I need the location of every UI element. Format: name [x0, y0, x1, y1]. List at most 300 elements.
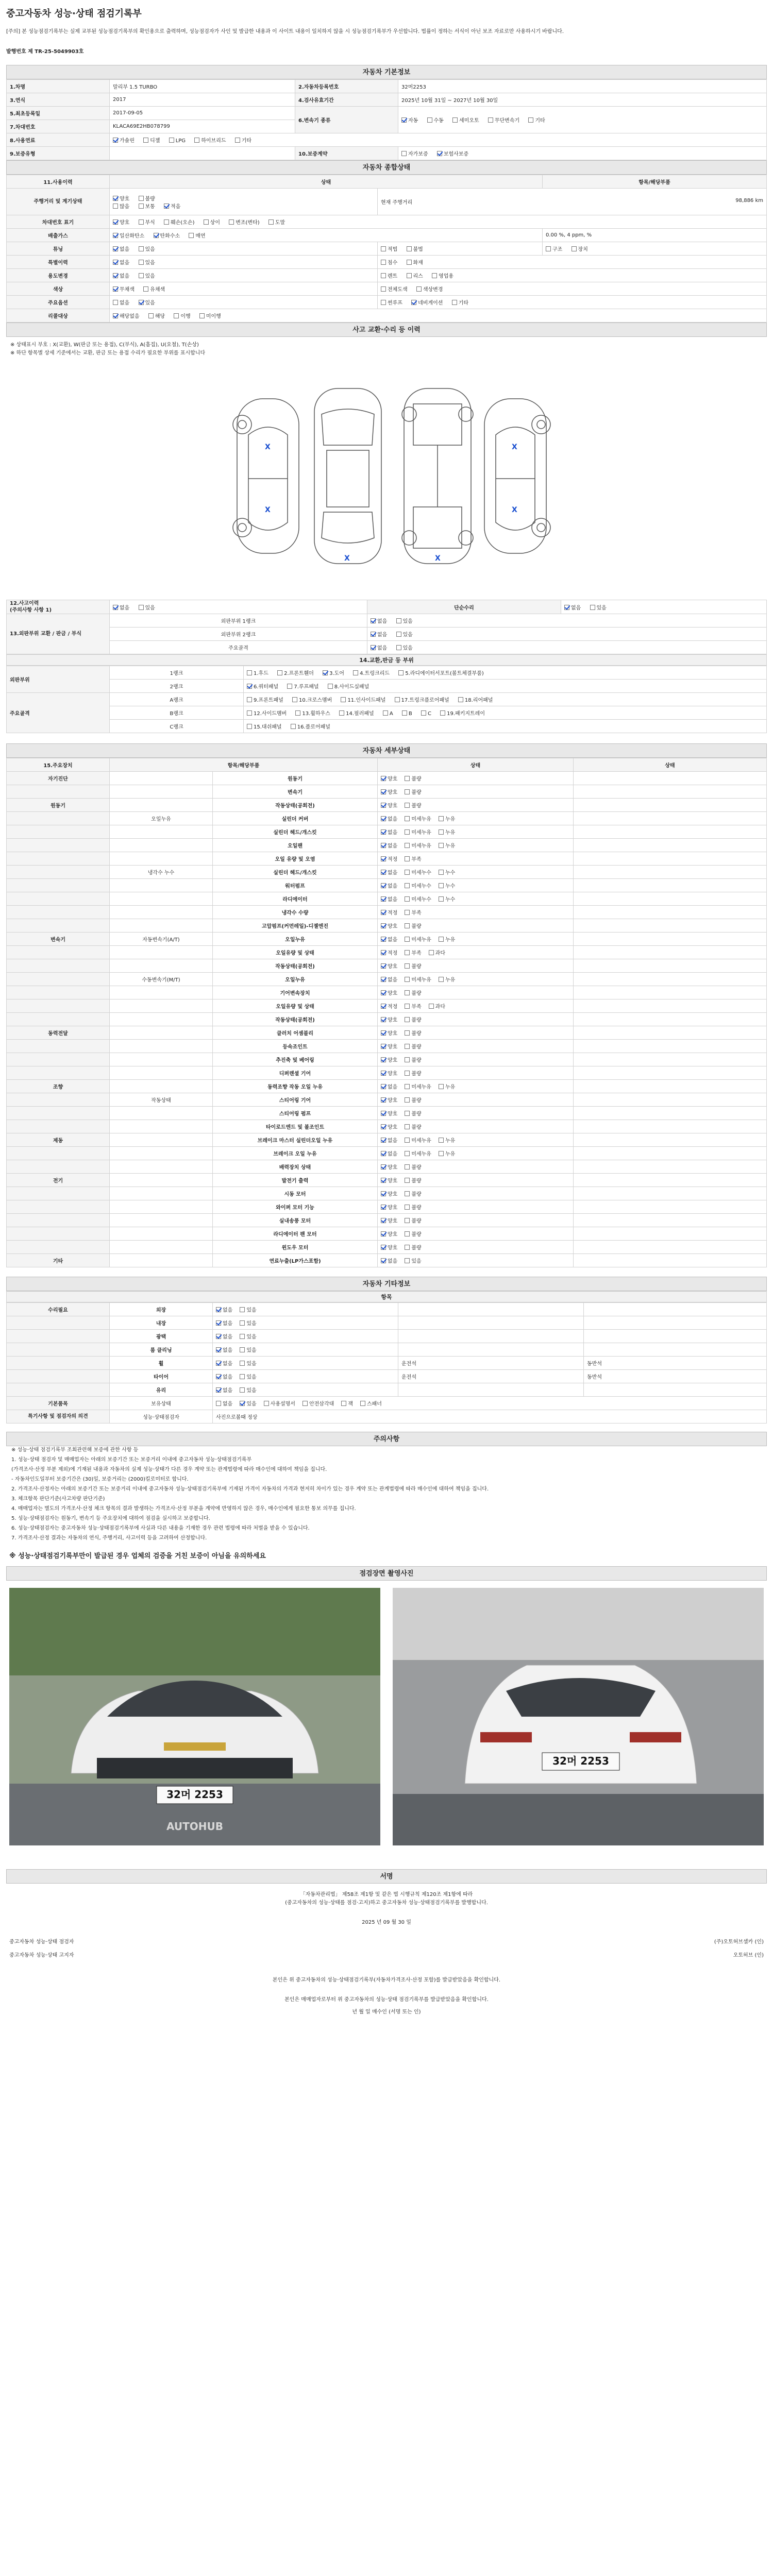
- detail-group: 원동기: [7, 799, 110, 812]
- detail-row: [7, 1160, 767, 1174]
- outer-part-label: 외판부위: [7, 666, 110, 693]
- checkbox-icon: [452, 300, 457, 305]
- note-item: 1. 성능·상태 점검자 및 매매업자는 아래의 보증기간 또는 보증거리 이내에 중고자동차 성능·상태점검기록부: [11, 1457, 252, 1463]
- detail-subgroup: [110, 879, 213, 892]
- checkbox-option: 없음: [381, 935, 397, 943]
- checkbox-icon: [240, 1387, 245, 1393]
- checkbox-icon: [396, 618, 401, 623]
- other-item: 외장: [110, 1303, 213, 1316]
- other-item: 휠: [110, 1357, 213, 1370]
- detail-row: [7, 1066, 767, 1080]
- checkbox-icon: [381, 1057, 386, 1062]
- detail-group: [7, 1040, 110, 1053]
- report-page: [6, 3, 767, 2016]
- detail-subgroup: [110, 1227, 213, 1241]
- checkbox-option: 없음: [216, 1319, 232, 1327]
- checkbox-option: 부족: [405, 908, 421, 916]
- detail-item: 시동 모터: [213, 1187, 378, 1200]
- checkbox-option: 디젤: [143, 136, 160, 144]
- checkbox-icon: [381, 1044, 386, 1049]
- checkbox-icon: [240, 1334, 245, 1339]
- checkbox-icon: [405, 829, 410, 835]
- note-item: 7. 가격조사·산정 결과는 자동차의 연식, 주행거리, 사고이력 등을 고려하여 산정합니다.: [11, 1535, 207, 1541]
- detail-item: 작동상태(공회전): [213, 959, 378, 973]
- detail-header: 상태: [378, 758, 574, 772]
- detail-row: [7, 1040, 767, 1053]
- detail-status: [378, 959, 574, 973]
- detail-item: 작동상태(공회전): [213, 799, 378, 812]
- checkbox-icon: [381, 1097, 386, 1103]
- detail-status: [378, 946, 574, 959]
- checkbox-icon: [381, 1124, 386, 1129]
- checkbox-option: 하이브리드: [194, 136, 226, 144]
- other-extra: [584, 1316, 767, 1330]
- checkbox-icon: [148, 313, 154, 318]
- detail-status: [378, 1040, 574, 1053]
- detail-item: 등속조인트: [213, 1040, 378, 1053]
- detail-group: [7, 1093, 110, 1107]
- detail-subgroup: [110, 1214, 213, 1227]
- detail-subgroup: [110, 1133, 213, 1147]
- detail-group: [7, 1120, 110, 1133]
- basic-items-options: [213, 1397, 767, 1410]
- detail-status: [378, 1254, 574, 1267]
- warranty-contract-label: 10.보증계약: [295, 147, 398, 160]
- checkbox-icon: [407, 260, 412, 265]
- warranty-options: [398, 147, 767, 160]
- checkbox-icon: [381, 870, 386, 875]
- detail-subgroup: [110, 1026, 213, 1040]
- checkbox-icon: [381, 950, 386, 955]
- detail-subgroup: [110, 1147, 213, 1160]
- detail-subgroup: [110, 986, 213, 999]
- detail-status: [378, 1133, 574, 1147]
- detail-item: 변속기: [213, 785, 378, 799]
- detail-note: [574, 1040, 767, 1053]
- detail-subgroup: [110, 825, 213, 839]
- checkbox-option: 있음: [240, 1359, 256, 1367]
- checkbox-icon: [229, 219, 234, 225]
- overall-section-title: 자동차 종합상태: [6, 160, 767, 175]
- checkbox-option: 양호: [381, 1109, 397, 1117]
- checkbox-option: 자가보증: [401, 149, 428, 157]
- detail-status: [378, 1093, 574, 1107]
- other-extra: [398, 1383, 584, 1397]
- checkbox-option: 부족: [405, 948, 421, 956]
- checkbox-option: 없음: [216, 1359, 232, 1367]
- checkbox-icon: [216, 1334, 221, 1339]
- other-extra: [584, 1343, 767, 1357]
- detail-item: 추진축 및 베어링: [213, 1053, 378, 1066]
- detail-status: [378, 825, 574, 839]
- damage-mark-x: X: [512, 443, 517, 451]
- detail-status: [378, 1026, 574, 1040]
- detail-note: [574, 999, 767, 1013]
- fuel-options: [110, 133, 767, 147]
- checkbox-option: 가솔린: [113, 136, 135, 144]
- detail-item: 기어변속장치: [213, 986, 378, 999]
- detail-row: [7, 946, 767, 959]
- note-item: 6. 성능·상태점검자는 중고자동차 성능·상태점검기록부에 사실과 다른 내용을 기재한 경우 관련 법령에 따라 처벌을 받을 수 있습니다.: [11, 1526, 310, 1531]
- checkbox-icon: [439, 816, 444, 821]
- detail-group: [7, 906, 110, 919]
- detail-subgroup: [110, 1080, 213, 1093]
- detail-row: [7, 1147, 767, 1160]
- checkbox-icon: [113, 286, 118, 292]
- checkbox-icon: [328, 684, 333, 689]
- detail-note: [574, 812, 767, 825]
- detail-status: [378, 973, 574, 986]
- basic-value: 32머2253: [398, 80, 767, 93]
- rear-photo: [393, 1588, 764, 1845]
- part-rank: 2랭크: [110, 680, 244, 693]
- checkbox-option: 미세누유: [405, 1149, 431, 1157]
- checkbox-icon: [405, 1164, 410, 1170]
- checkbox-icon: [421, 710, 426, 716]
- overall-table: [6, 175, 767, 323]
- detail-item: 스티어링 펌프: [213, 1107, 378, 1120]
- detail-row: [7, 933, 767, 946]
- checkbox-option: 불량: [405, 1243, 421, 1251]
- photo-row: [6, 1581, 767, 1849]
- frame-part-label: 주요골격: [7, 693, 110, 733]
- checkbox-option: 양호: [381, 1123, 397, 1130]
- checkbox-icon: [381, 829, 386, 835]
- mileage-options: 양호 불량 많음 보통 적음: [110, 189, 378, 215]
- checkbox-icon: [590, 605, 595, 610]
- checkbox-icon: [405, 977, 410, 982]
- detail-item: 실린더 헤드/개스킷: [213, 866, 378, 879]
- detail-status: [378, 772, 574, 785]
- car-outline-svg: [6, 358, 767, 600]
- detail-note: [574, 852, 767, 866]
- checkbox-icon: [139, 204, 144, 209]
- detail-note: [574, 1241, 767, 1254]
- checkbox-icon: [416, 286, 422, 292]
- detail-group: [7, 946, 110, 959]
- warranty-label: 9.보증유형: [7, 147, 110, 160]
- other-group: [7, 1357, 110, 1370]
- detail-group: [7, 999, 110, 1013]
- checkbox-option: 양호: [381, 788, 397, 795]
- checkbox-icon: [339, 710, 344, 716]
- checkbox-icon: [381, 963, 386, 969]
- checkbox-icon: [247, 684, 252, 689]
- checkbox-option: 불량: [405, 1123, 421, 1130]
- basic-label: 6.변속기 종류: [295, 107, 398, 133]
- checkbox-icon: [113, 196, 118, 201]
- front-brand: AUTOHUB: [166, 1820, 223, 1833]
- detail-row: [7, 1214, 767, 1227]
- part-rank: A랭크: [110, 693, 244, 706]
- checkbox-icon: [405, 870, 410, 875]
- detail-item: 타이로드엔드 및 볼조인트: [213, 1120, 378, 1133]
- front-car-image: [9, 1588, 380, 1845]
- part-section-title: 14.교환,판금 등 부위: [6, 654, 767, 666]
- detail-item: 오일팬: [213, 839, 378, 852]
- other-extra: 운전석: [398, 1370, 584, 1383]
- checkbox-option: 과다: [429, 1002, 445, 1010]
- checkbox-option: 무단변속기: [488, 116, 519, 124]
- checkbox-icon: [169, 138, 174, 143]
- checkbox-icon: [247, 724, 252, 729]
- checkbox-icon: [439, 870, 444, 875]
- detail-item: 동력조향 작동 오일 누유: [213, 1080, 378, 1093]
- checkbox-icon: [405, 1178, 410, 1183]
- detail-note: [574, 919, 767, 933]
- mileage-label: 주행거리 및 계기상태: [7, 189, 110, 215]
- note-item: (가격조사·산정 부분 제외)에 기재된 내용과 자동차의 실제 성능·상태가 다른 경우 계약 또는 관계법령에 따라 매수인에 대하여 책임을 집니다.: [11, 1467, 327, 1472]
- other-extra: 동반석: [584, 1370, 767, 1383]
- checkbox-icon: [405, 1191, 410, 1196]
- detail-item: 고압펌프(커먼레일)-디젤엔진: [213, 919, 378, 933]
- notes-section-title: 주의사항: [6, 1432, 767, 1446]
- checkbox-icon: [405, 1138, 410, 1143]
- detail-group: [7, 1227, 110, 1241]
- checkbox-option: 있음: [240, 1386, 256, 1394]
- other-extra: [398, 1303, 584, 1316]
- other-row: [7, 1343, 767, 1357]
- checkbox-icon: [381, 990, 386, 995]
- checkbox-icon: [189, 233, 194, 238]
- basic-value: 2017-09-05: [110, 107, 295, 120]
- accident-label: 12.사고이력 (주의사항 사항 1): [7, 600, 110, 614]
- checkbox-icon: [113, 204, 118, 209]
- checkbox-icon: [405, 856, 410, 861]
- checkbox-option: 양호: [381, 1069, 397, 1077]
- checkbox-icon: [287, 684, 292, 689]
- detail-table: [6, 758, 767, 1267]
- detail-item: 오일유량 및 상태: [213, 946, 378, 959]
- checkbox-icon: [216, 1387, 221, 1393]
- note-item: 2. 가격조사·산정자는 아래의 보증기간 또는 보증거리 이내에 중고자동차 성능·상태점검기록부에 기재된 가격이 자동차의 가격과 현저히 차이가 있는 경우 계약 또는 관계법령에 따라 매수인에 대하여 책임을 집니다.: [11, 1486, 489, 1492]
- checkbox-option: 있음: [240, 1319, 256, 1327]
- checkbox-icon: [381, 1151, 386, 1156]
- checkbox-icon: [216, 1361, 221, 1366]
- detail-note: [574, 1013, 767, 1026]
- checkbox-option: 미세누유: [405, 1082, 431, 1090]
- transmission-options: [398, 107, 767, 133]
- checkbox-option: 양호: [381, 1230, 397, 1238]
- checkbox-icon: [528, 117, 533, 123]
- detail-note: [574, 1160, 767, 1174]
- rank-row: 주요골격: [110, 641, 367, 654]
- checkbox-option: 양호: [381, 1042, 397, 1050]
- checkbox-option: 불량: [405, 774, 421, 782]
- checkbox-option: 미세누수: [405, 882, 431, 889]
- checkbox-icon: [381, 1245, 386, 1250]
- checkbox-icon: [235, 138, 240, 143]
- other-status: [213, 1383, 398, 1397]
- checkbox-option: 불량: [405, 989, 421, 996]
- other-extra: [398, 1330, 584, 1343]
- detail-item: 실린더 헤드/개스킷: [213, 825, 378, 839]
- checkbox-icon: [439, 1138, 444, 1143]
- checkbox-icon: [381, 923, 386, 928]
- detail-note: [574, 1053, 767, 1066]
- checkbox-icon: [113, 219, 118, 225]
- basic-value: 2025년 10월 31일 ~ 2027년 10월 30일: [398, 93, 767, 107]
- mileage-value-cell: [378, 189, 767, 215]
- checkbox-icon: [216, 1320, 221, 1326]
- detail-status: [378, 919, 574, 933]
- detail-note: [574, 1200, 767, 1214]
- detail-header: 항목/해당부품: [110, 758, 378, 772]
- detail-subgroup: [110, 1160, 213, 1174]
- checkbox-icon: [381, 300, 386, 305]
- other-extra: [584, 1330, 767, 1343]
- checkbox-icon: [427, 117, 432, 123]
- checkbox-icon: [405, 937, 410, 942]
- detail-note: [574, 1120, 767, 1133]
- checkbox-option: 누수: [439, 868, 455, 876]
- detail-row: [7, 986, 767, 999]
- detail-item: 스티어링 기어: [213, 1093, 378, 1107]
- other-group: 수리필요: [7, 1303, 110, 1316]
- checkbox-icon: [113, 138, 118, 143]
- basic-info-table: [6, 79, 767, 160]
- detail-row: [7, 1254, 767, 1267]
- checkbox-icon: [405, 1151, 410, 1156]
- checkbox-icon: [371, 618, 376, 623]
- damage-mark-x: X: [435, 554, 441, 563]
- checkbox-icon: [381, 883, 386, 888]
- checkbox-option: 양호: [381, 962, 397, 970]
- detail-row: [7, 892, 767, 906]
- detail-subgroup: [110, 1200, 213, 1214]
- tuning-label: 튜닝: [7, 242, 110, 256]
- detail-subgroup: [110, 919, 213, 933]
- detail-item: 배력장치 상태: [213, 1160, 378, 1174]
- detail-subgroup: 수동변속기(M/T): [110, 973, 213, 986]
- detail-status: [378, 799, 574, 812]
- detail-row: [7, 839, 767, 852]
- color-label: 색상: [7, 282, 110, 296]
- checkbox-icon: [291, 724, 296, 729]
- checkbox-option: 양호: [381, 1056, 397, 1063]
- checkbox-icon: [381, 246, 386, 251]
- damage-mark-x: X: [344, 554, 350, 563]
- detail-subgroup: [110, 839, 213, 852]
- detail-group: [7, 866, 110, 879]
- detail-note: [574, 946, 767, 959]
- checkbox-icon: [371, 632, 376, 637]
- checkbox-icon: [381, 1111, 386, 1116]
- detail-item: 오일누유: [213, 933, 378, 946]
- detail-status: [378, 906, 574, 919]
- checkbox-icon: [405, 990, 410, 995]
- checkbox-option: 안전삼각대: [303, 1399, 334, 1407]
- detail-item: 오일누유: [213, 973, 378, 986]
- checkbox-option: 누유: [439, 828, 455, 836]
- detail-row: [7, 1174, 767, 1187]
- accident-table: 12.사고이력 (주의사항 사항 1) 없음 있음 단순수리 없음 있음 13.외판부위 교환 / 판금 / 부식 외판부위 1랭크 없음 있음 외판부위 2랭크 없음 있음 주요골격 없음 있음: [6, 600, 767, 654]
- detail-subgroup: [110, 852, 213, 866]
- checkbox-option: 불량: [405, 1230, 421, 1238]
- checkbox-icon: [405, 1231, 410, 1236]
- detail-row: [7, 825, 767, 839]
- other-group: [7, 1383, 110, 1397]
- detail-status: [378, 1053, 574, 1066]
- detail-note: [574, 1133, 767, 1147]
- checkbox-icon: [396, 632, 401, 637]
- checkbox-option: 없음: [216, 1399, 232, 1407]
- checkbox-icon: [264, 1401, 269, 1406]
- checkbox-icon: [396, 645, 401, 650]
- checkbox-icon: [216, 1374, 221, 1379]
- checkbox-option: 불량: [405, 1109, 421, 1117]
- checkbox-icon: [139, 300, 144, 305]
- checkbox-icon: [381, 856, 386, 861]
- checkbox-icon: [381, 896, 386, 902]
- checkbox-icon: [405, 910, 410, 915]
- detail-status: [378, 1174, 574, 1187]
- detail-row: [7, 1241, 767, 1254]
- detail-row: [7, 799, 767, 812]
- detail-group: [7, 785, 110, 799]
- checkbox-icon: [381, 273, 386, 278]
- detail-row: [7, 1120, 767, 1133]
- overall-header: 11.사용이력: [7, 175, 110, 189]
- detail-group: [7, 1160, 110, 1174]
- checkbox-icon: [432, 273, 437, 278]
- appraiser-label: 중고자동차 성능·상태 고지자: [9, 1952, 74, 1958]
- notes-list: [6, 1446, 767, 1542]
- detail-status: [378, 999, 574, 1013]
- detail-row: [7, 1200, 767, 1214]
- special-history-label: 특별이력: [7, 256, 110, 269]
- mileage-value-label: 현재 주행거리: [381, 200, 413, 206]
- checkbox-option: 양호: [381, 922, 397, 929]
- checkbox-option: 없음: [381, 882, 397, 889]
- checkbox-icon: [154, 233, 159, 238]
- detail-subgroup: [110, 785, 213, 799]
- overall-header: 상태: [110, 175, 543, 189]
- detail-group: [7, 879, 110, 892]
- note-item: ※ 성능·상태 점검기록부 조회관련해 보증에 관한 사항 등: [11, 1447, 139, 1453]
- basic-label: 2.자동차등록번호: [295, 80, 398, 93]
- detail-note: [574, 906, 767, 919]
- other-extra: [398, 1316, 584, 1330]
- basic-value: KLACA69E2HB078799: [110, 120, 295, 133]
- detail-subgroup: 작동상태: [110, 1093, 213, 1107]
- other-row: [7, 1330, 767, 1343]
- detail-subgroup: 오일누유: [110, 812, 213, 825]
- checkbox-icon: [405, 803, 410, 808]
- checkbox-icon: [295, 710, 300, 716]
- checkbox-icon: [240, 1347, 245, 1352]
- checkbox-option: 기타: [528, 116, 545, 124]
- checkbox-icon: [405, 1004, 410, 1009]
- checkbox-icon: [405, 950, 410, 955]
- detail-group: [7, 1013, 110, 1026]
- detail-note: [574, 799, 767, 812]
- other-row: [7, 1303, 767, 1316]
- detail-subgroup: [110, 1241, 213, 1254]
- checkbox-option: 있음: [405, 1257, 421, 1264]
- detail-item: 냉각수 수량: [213, 906, 378, 919]
- checkbox-icon: [383, 710, 388, 716]
- checkbox-icon: [247, 670, 252, 675]
- detail-subgroup: [110, 959, 213, 973]
- detail-row: [7, 866, 767, 879]
- checkbox-option: 스패너: [360, 1399, 382, 1407]
- front-plate: 32머 2253: [166, 1788, 223, 1801]
- detail-status: [378, 1066, 574, 1080]
- checkbox-option: 양호: [381, 1203, 397, 1211]
- checkbox-option: 불량: [405, 1029, 421, 1037]
- checkbox-icon: [488, 117, 493, 123]
